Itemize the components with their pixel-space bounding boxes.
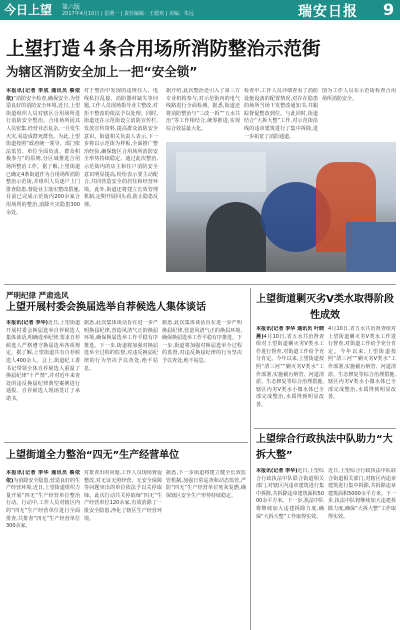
story-divider [254, 428, 396, 429]
story4-col2: 近日,上望综合行政执法中队联合街道相关部门,对辖区内违章建筑进行集中拆除,共拆除违章建筑面积5000余平方米。下一步,执法中队将继续加大违建拆除力度,确保“大拆大整”工作取得实效。 [328, 468, 396, 520]
story5-col1 [6, 470, 80, 628]
story2-byline: 本报讯(记者 李华) [6, 320, 48, 326]
story5-col1-text: 为消除安全隐患,营造良好的生产经营环境,近日,上望街道组织力量开展“四无”生产经营单位整治行动。行动中,工作人员对辖区内的“四无”生产经营单位进行全面排查,共排查“四无”生产经营单位300余家。 [6, 477, 80, 530]
story4-byline: 本报讯(记者 李华) [256, 468, 298, 474]
main-col1-text: “消防安全检查,确保安全,为营造良好的消防安全环境,近日,上望街道组织人员对辖区合用场所进行消防安全整治。合用场所因其人员密集,经营业态复杂,一旦发生火灾,易造成群死群伤。为此,上望街道按照“政府统一领导、部门依法监管、单位全面负责、群众积极参与”的原则,分区域推进合用场所整治工作。据了解,上望街道已确定4条街道作为合用场所消防整治示范街,并组织人员逐户上门排查隐患,督促业主落实整改措施,目前已完成示范街内200余家合用场所的整治,消除火灾隐患300余处。 [6, 95, 80, 216]
main-byline: 本报讯(记者 李成 通讯员 蔡依依) [6, 88, 80, 102]
story2-col1 [6, 320, 80, 436]
photo-caption: 图为工作人员在示范街检查合用场所消防安全。 [322, 88, 396, 102]
story3-col1 [256, 326, 324, 422]
news-photo [166, 142, 396, 272]
story3-body: 4月10日,省五水共治督查组对上望街道剿灭劣Ⅴ类水工作进行督查,对街道工作给予充分肯定。今年以来,上望街道按照“清三河”“剿灭劣Ⅴ类水”工作部署,实施截污纳管、河道清淤、生态修复等综合治理措施,辖区内劣Ⅴ类水小微水体已全部完成整治,水质得到明显改善。 [256, 333, 324, 408]
story5-byline: 本报讯(记者 李华 通讯员 蔡依依) [6, 470, 80, 484]
masthead-logo: 瑞安日报 [298, 4, 358, 20]
story3-col2: 4月10日,省五水共治督查组对上望街道剿灭劣Ⅴ类水工作进行督查,对街道工作给予充分肯定。今年以来,上望街道按照“清三河”“剿灭劣Ⅴ类水”工作部署,实施截污纳管、河道清淤、生态修复等综合治理措施,辖区内劣Ⅴ类水小微水体已全部完成整治,水质得到明显改善。 [328, 326, 396, 401]
story4-headline: 上望综合行政执法中队助力“大拆大整” [256, 434, 393, 461]
story3-byline: 本报讯(记者 李华 通讯员 叶晓燕) [256, 326, 324, 340]
story2-col3: 据悉,此次集体谈话旨在进一步严明换届纪律,营造风清气正的换届环境,确保换届选举工作平稳有序推进。下一步,街道将加强对换届选举全过程的监督,对违反换届纪律的行为坚决予以查处,绝不姑息。 [162, 320, 242, 364]
section-title: 今日上望 [4, 3, 53, 17]
story2-kicker: 严明纪律 严肃选风 [6, 291, 69, 300]
story3-headline: 上望街道剿灭劣Ⅴ类水取得阶段性成效 [256, 294, 394, 321]
main-story-col1 [6, 88, 80, 274]
main-subheadline: 为辖区消防安全加上一把“安全锁” [6, 64, 198, 79]
main-story-col2: 对于整治中发现的违规住人、电线私拉乱接、消防器材缺失等问题,工作人员现场指导业主整改,对拒不整改的依法予以处理。同时,街道还在示范街设立消防宣传栏,发放宣传资料,提高群众消防安全意识。街道相关负责人表示,下一步将以示范街为样板,全面推广整治经验,确保辖区合用场所消防安全形势持续稳定。通过此次整治,示范街内的店主和住户消防安全意识明显提高,纷纷表示要主动配合,共同营造安全的居住和经营环境。此外,街道还将建立长效管理机制,定期开展回头看,防止隐患反弹。 [84, 88, 158, 208]
story2-col1-text: 近日,上望街道开展村委会换届选举自荐候选人集体谈话,明确选举纪律,要求自荐候选人严格遵守换届选举各项规定。据了解,上望街道共有自荐候选人400余人。会上,街道纪工委书记带领全体自荐候选人重温了换届纪律“十严禁”,并对近年来查处的违反换届纪律典型案例进行通报。自荐候选人现场签订了承诺书。 [6, 320, 80, 402]
date-line: 2017年4月10日 | 星期一 | 责任编辑：王德欢 | 美编：朱远 [62, 11, 194, 17]
main-story-col3: 据介绍,此次整治还引入了第三方专业机构参与,对示范街内的电气线路进行全面检测。据悉,街道还将消防整治与“三改一拆”“五水共治”等工作相结合,统筹推进,实现综合效益最大化。 [166, 88, 240, 132]
main-story-col4: 检查中,工作人员详细查看了消防设施设备的配置情况,对存在隐患的场所当场下发整改通知书,并跟踪督促整改到位。与此同时,街道结合“大拆大整”工作,对示范街沿线的违章建筑进行了集中拆除,进一步拓宽了消防通道。 [244, 88, 318, 140]
section-divider [4, 284, 396, 285]
story2-col2: 据悉,此次集体谈话旨在进一步严明换届纪律,营造风清气正的换届环境,确保换届选举工作平稳有序推进。下一步,街道将加强对换届选举全过程的监督,对违反换届纪律的行为坚决予以查处,绝不姑息。 [84, 320, 158, 372]
edition-label: 第六版 [62, 4, 81, 11]
story5-col2: 对排查出的问题,工作人员现场督促整改,对无证无照经营、无安全保障等问题突出的单位依法予以关停取缔。此次行动共关停取缔“四无”生产经营单位120余家,有效消除了一批安全隐患,净化了辖区生产经营环境。 [84, 470, 162, 522]
story-divider-left [4, 442, 248, 443]
story5-col3: 据悉,下一步街道将建立健全长效监管机制,加强日常巡查和动态监管,严防“四无”生产经营单位死灰复燃,确保辖区安全生产形势持续稳定。 [166, 470, 246, 499]
column-divider [250, 288, 251, 630]
story2-headline: 上望开展村委会换届选举自荐候选人集体谈话 [6, 302, 206, 313]
page-number: 9 [383, 0, 395, 19]
story5-headline: 上望街道全力整治“四无”生产经营单位 [6, 450, 180, 461]
page-header [0, 0, 400, 20]
story4-body: 近日,上望综合行政执法中队联合街道相关部门,对辖区内违章建筑进行集中拆除,共拆除违章建筑面积5000余平方米。下一步,执法中队将继续加大违建拆除力度,确保“大拆大整”工作取得实效。 [256, 468, 324, 520]
main-headline: 上望打造４条合用场所消防整治示范街 [6, 39, 321, 60]
story4-col1 [256, 468, 324, 628]
